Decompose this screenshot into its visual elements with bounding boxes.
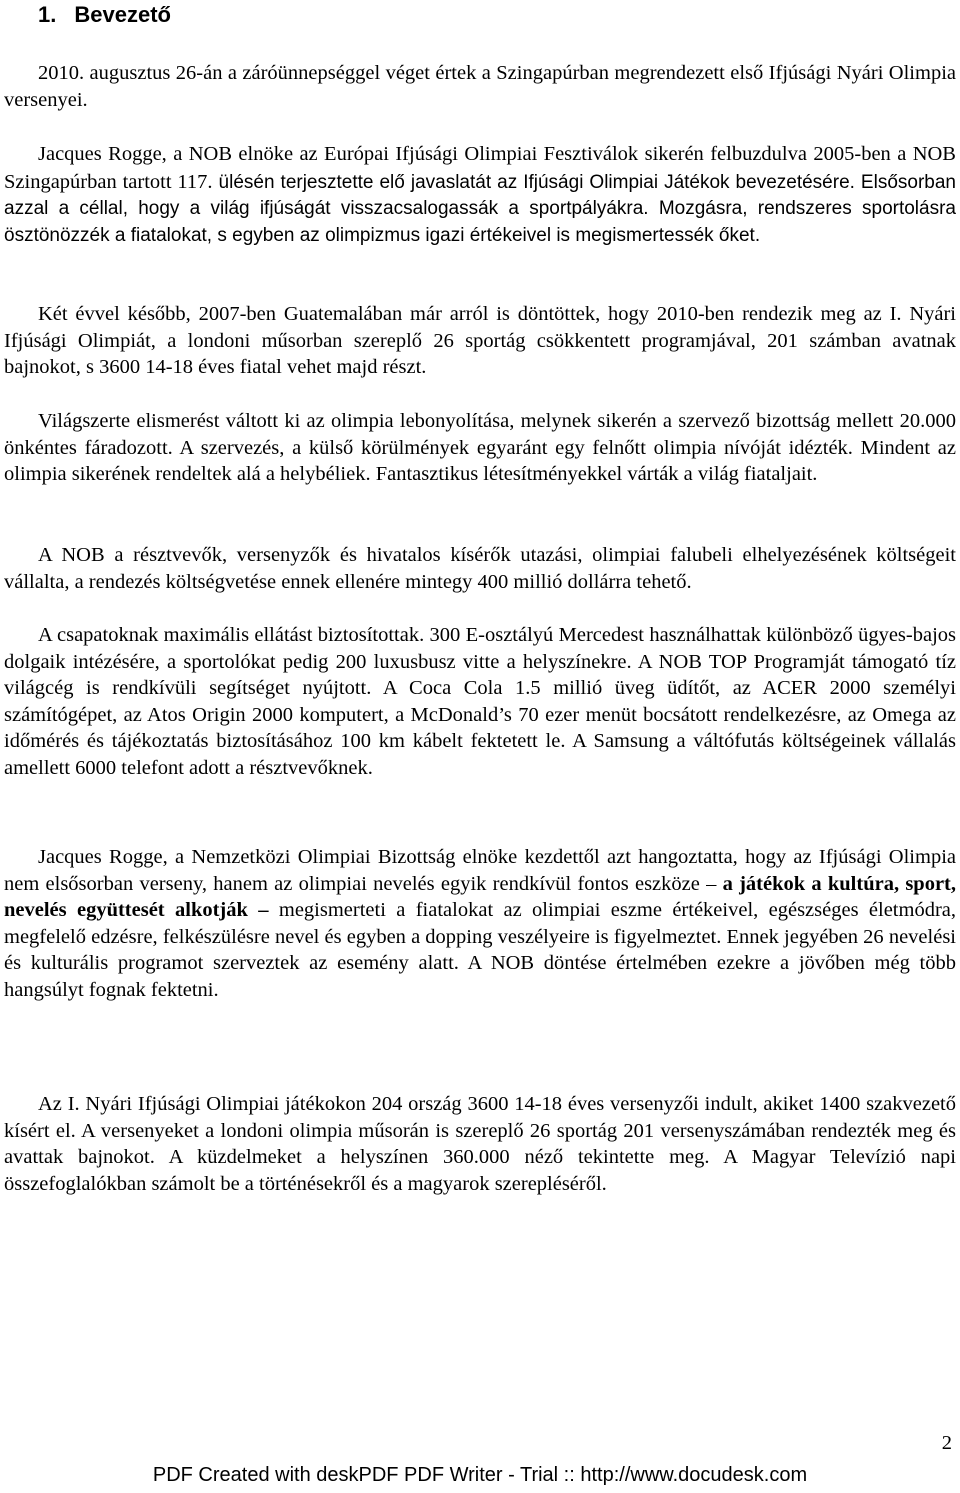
paragraph-1: 2010. augusztus 26-án a záróünnepséggel véget értek a Szingapúrban megrendezett első Ifjúsági Nyári Olimpia versenyei. (4, 62, 956, 111)
paragraph-6: A csapatoknak maximális ellátást biztosítottak. 300 E-osztályú Mercedest használhattak különböző ügyes-bajos dolgaik intézésére, a sportolókat pedig 200 luxusbusz vitte a helyszínekre. A NOB TOP Programját támogató tíz világcég is rendkívüli segítséget nyújtott. A Coca Cola 1.5 millió üveg üdítőt, az ACER 2000 személyi számítógépet, az Atos Origin 2000 komputert, a McDonald’s 70 ezer menüt bocsátott rendelkezésre, az Omega az időmérés és tájékoztatás biztosításához 100 km kábelt fektetett le. A Samsung a váltófutás költségeinek vállalás amellett 6000 telefont adott a résztvevőknek. (4, 624, 956, 779)
page-number: 2 (941, 1432, 952, 1454)
paragraph-2-lead: Jacques Rogge, a NOB elnöke az Európai Ifjúsági Olimpiai Fesztiválok sikerén felbuzdulva 2005-ben a NOB Szingapúrban tartott 117. (4, 143, 956, 193)
paragraph-7-emphasis: a játékok a kultúra, sport, nevelés együttesét alkotják – (4, 872, 957, 922)
paragraph-7-lead: Jacques Rogge, a Nemzetközi Olimpiai Bizottság elnöke kezdettől azt hangoztatta, hogy az Ifjúsági Olimpia nem elsősorban verseny, hanem az olimpiai nevelés egyik rendkívül fontos eszköze – (4, 846, 956, 895)
paragraph-4: Világszerte elismerést váltott ki az olimpia lebonyolítása, melynek sikerén a szervező bizottság mellett 20.000 önkéntes fáradozott. A szervezés, a külső körülmények egyaránt egy felnőtt olimpia nívóját idézték. Mindent az olimpia sikerének rendeltek alá a helybéliek. Fantasztikus létesítményekkel várták a világ fiataljait. (4, 410, 956, 486)
section-heading (38, 0, 171, 30)
paragraph-8: Az I. Nyári Ifjúsági Olimpiai játékokon 204 ország 3600 14-18 éves versenyzői indult, akiket 1400 szakvezető kísért el. A versenyeket a londoni olimpia műsorán is szereplő 26 sportág 201 versenyszámában rendezték meg és avattak bajnokot. A küzdelmeket a helyszínen 360.000 néző tekintette meg. A Magyar Televízió napi összefoglalókban számolt be a történésekről és a magyarok szerepléséről. (4, 1093, 956, 1195)
paragraph-2-rest: ülésén terjesztette elő javaslatát az Ifjúsági Olimpiai Játékok bevezetésére. Elsősorban azzal a céllal, hogy a világ ifjúságát visszacsalogassák a sportpályákra. Mozgásra, rendszeres sportolásra ösztönözzék a fiatalokat, s egyben az olimpizmus igazi értékeivel is megismertessék őket. (4, 171, 956, 246)
paragraph-3: Két évvel később, 2007-ben Guatemalában már arról is döntöttek, hogy 2010-ben rendezik meg az I. Nyári Ifjúsági Olimpiát, a londoni műsorban szereplő 26 sportág csökkentett programjával, 201 számban avatnak bajnokot, s 3600 14-18 éves fiatal vehet majd részt. (4, 303, 956, 379)
paragraph-7-rest: megismerteti a fiatalokat az olimpiai eszme értékeivel, egészséges életmódra, megfelelő edzésre, felkészülésre nevel és egyben a dopping veszélyeire is figyelmeztet. Ennek jegyében 26 nevelési és kulturális programot szerveztek az esemény alatt. A NOB döntése értelmében ezekre a jövőben még több hangsúlyt fognak fektetni. (4, 899, 956, 1001)
paragraph-2 (4, 141, 956, 249)
pdf-footer: PDF Created with deskPDF PDF Writer - Trial :: http://www.docudesk.com (152, 1464, 808, 1486)
section-number: 1. (38, 2, 57, 27)
section-title: Bevezető (74, 2, 171, 27)
paragraph-7 (4, 844, 956, 1004)
paragraph-5: A NOB a résztvevők, versenyzők és hivatalos kísérők utazási, olimpiai falubeli elhelyezésének költségeit vállalta, a rendezés költségvetése ennek ellenére mintegy 400 millió dollárra tehető. (4, 544, 956, 593)
